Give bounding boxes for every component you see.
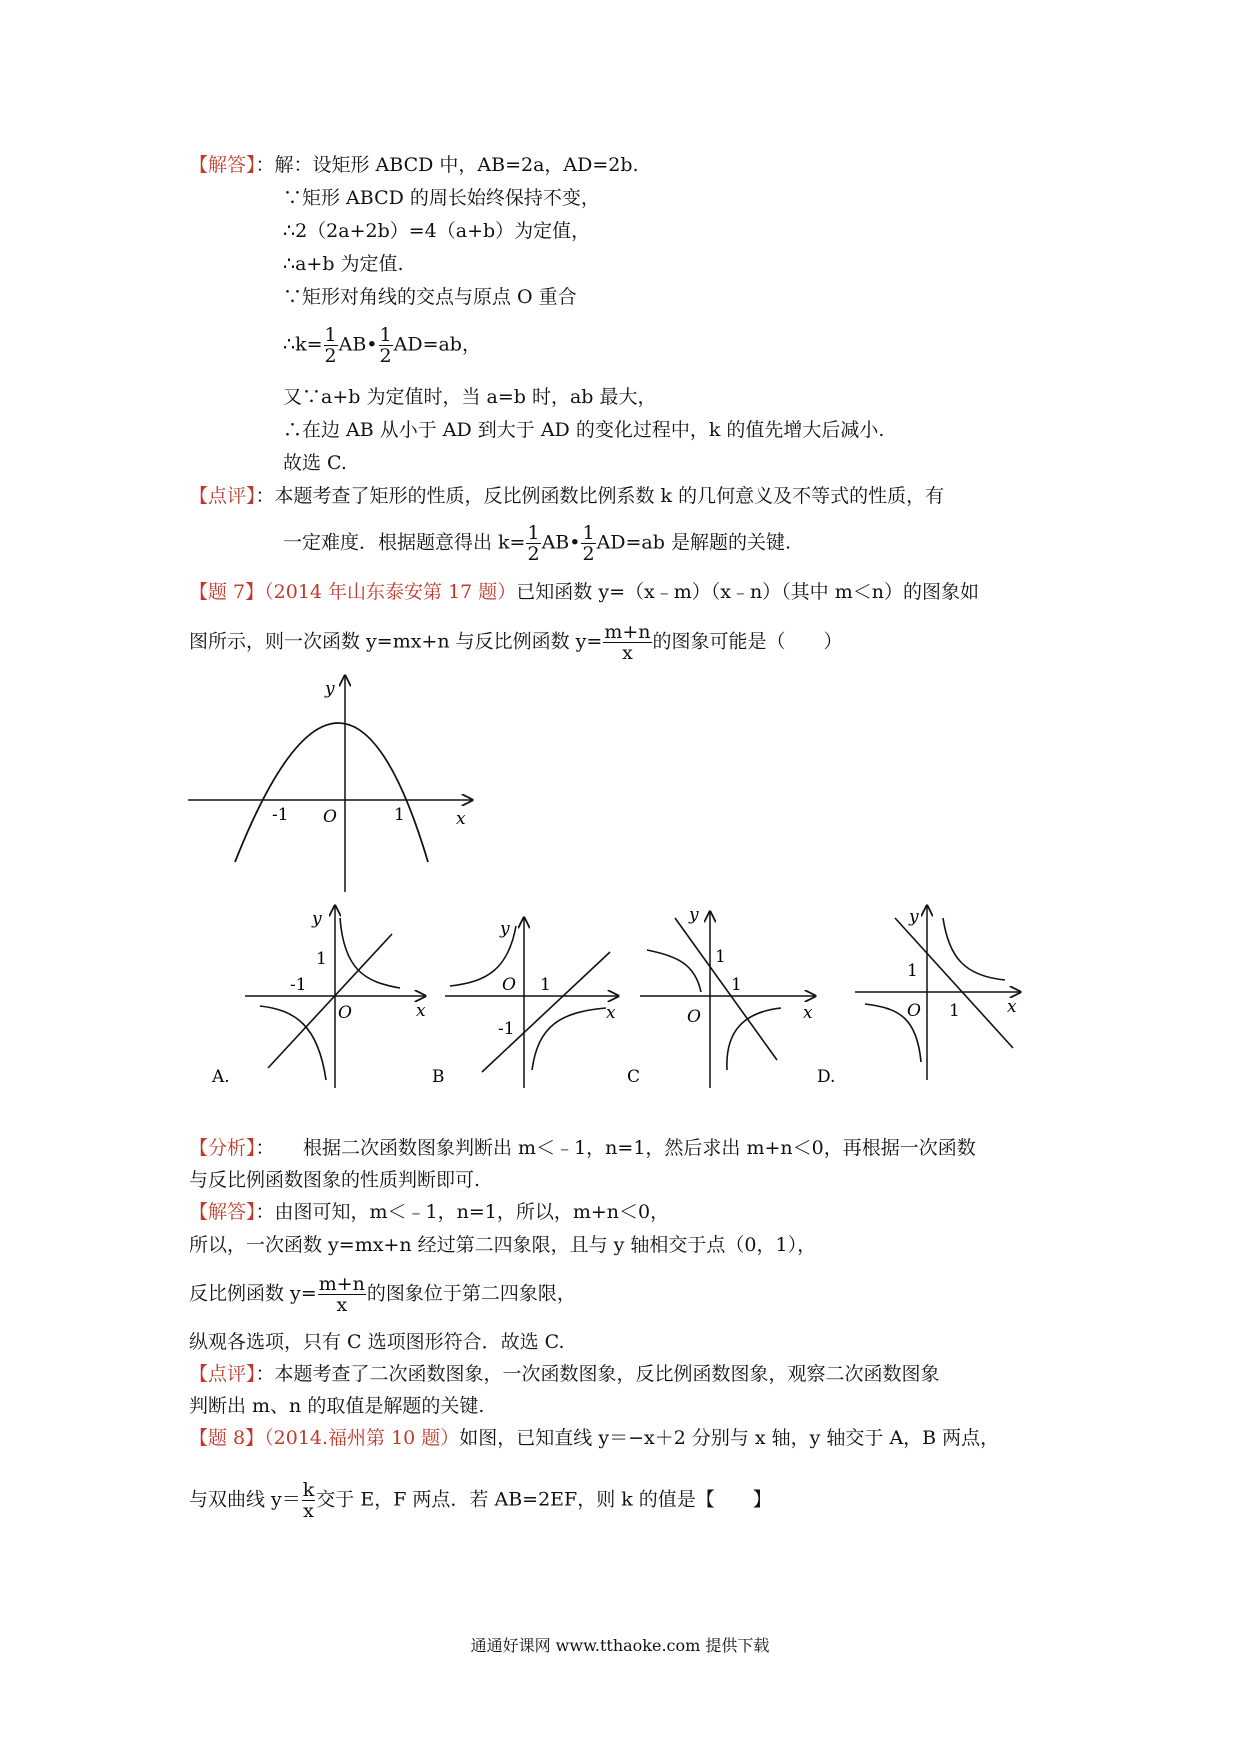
question-8-line-2: 与双曲线 y＝ $\frac{k}{x}$ 交于 E，F 两点．若 AB=2EF，则 k 的值是【 】 [189, 1479, 772, 1522]
option-d-graph [805, 900, 1030, 1100]
comment-line-2: 判断出 m、n 的取值是解题的关键. [189, 1395, 485, 1417]
analysis-tag: 【分析】 [189, 1137, 256, 1159]
one-label: 1 [907, 961, 918, 981]
comment-tag: 【点评】 [189, 1363, 256, 1385]
hyperbola-branch-1 [647, 950, 701, 992]
origin-label: O [687, 1007, 701, 1027]
neg-one-label: -1 [290, 975, 307, 995]
option-a-graph [200, 900, 440, 1100]
origin-label: O [338, 1003, 352, 1023]
linear-line [675, 918, 777, 1060]
comment-tag: 【点评】 [189, 485, 256, 507]
fraction-half: $\frac{1}{2}$ [324, 324, 337, 367]
fraction-half: $\frac{1}{2}$ [379, 324, 392, 367]
solution-line-4: ∴a+b 为定值. [283, 253, 404, 275]
option-label: B [432, 1067, 445, 1087]
solution-line-1: 【解答】：解：设矩形 ABCD 中，AB=2a，AD=2b. [189, 154, 639, 176]
answer-tag: 【解答】 [189, 154, 256, 176]
y-label: y [689, 905, 699, 925]
comment-line-1: 【点评】：本题考查了矩形的性质，反比例函数比例系数 k 的几何意义及不等式的性质，有 [189, 485, 945, 507]
x-label: x [456, 809, 466, 829]
origin-label: O [323, 807, 337, 827]
fraction-half: $\frac{1}{2}$ [527, 522, 540, 565]
solution-line-2: ∵矩形 ABCD 的周长始终保持不变， [283, 187, 600, 209]
linear-line [482, 952, 610, 1072]
y-label: y [500, 919, 510, 939]
one-label: 1 [540, 975, 551, 995]
question-7-line-1: 【题 7】（2014 年山东泰安第 17 题）已知函数 y=（x﹣m）（x﹣n）（其中 m＜n）的图象如 [189, 581, 979, 603]
hyperbola-branch-2 [727, 1008, 781, 1070]
option-label: A. [212, 1067, 230, 1087]
question-tag: 【题 7】 [189, 581, 265, 603]
solution-line-6: ∴k= $\frac{1}{2}$ AB• $\frac{1}{2}$ AD=ab， [283, 324, 481, 367]
analysis-line-2: 与反比例函数图象的性质判断即可. [189, 1169, 481, 1191]
fraction-k-over-x: $\frac{k}{x}$ [302, 1479, 315, 1522]
option-c-graph [615, 900, 825, 1100]
comment-line-2: 一定难度．根据题意得出 k= $\frac{1}{2}$ AB• $\frac{1}{2}$ AD=ab 是解题的关键. [283, 522, 792, 565]
hyperbola-branch-1 [943, 918, 1005, 980]
origin-label: O [502, 975, 516, 995]
one-label: 1 [316, 949, 327, 969]
solution-line-9: 故选 C. [283, 452, 347, 474]
x-label: x [606, 1003, 616, 1023]
y-label: y [909, 907, 919, 927]
question-source: （2014 年山东泰安第 17 题） [264, 581, 517, 603]
neg-one-label: -1 [498, 1019, 515, 1039]
neg-one-label: -1 [272, 805, 289, 825]
parabola-curve [235, 723, 428, 862]
pos-one-label: 1 [394, 805, 405, 825]
solution-line-7: 又∵a+b 为定值时，当 a=b 时，ab 最大， [283, 386, 657, 408]
fraction-half: $\frac{1}{2}$ [582, 522, 595, 565]
answer-line-1: 【解答】：由图可知，m＜﹣1，n=1，所以，m+n＜0， [189, 1201, 670, 1223]
x-label: x [803, 1003, 813, 1023]
fraction-mn-over-x: $\frac{m+n}{x}$ [604, 621, 651, 664]
one-label-x: 1 [949, 1001, 960, 1021]
solution-line-8: ∴在边 AB 从小于 AD 到大于 AD 的变化过程中，k 的值先增大后减小. [283, 419, 885, 441]
hyperbola-branch-2 [532, 1008, 606, 1070]
comment-line-1: 【点评】：本题考查了二次函数图象，一次函数图象，反比例函数图象，观察二次函数图象 [189, 1363, 940, 1385]
analysis-line-1: 【分析】： 根据二次函数图象判断出 m＜﹣1，n=1，然后求出 m+n＜0，再根据一次函数 [189, 1137, 976, 1159]
one-label-x: 1 [731, 975, 742, 995]
option-label: D. [817, 1067, 836, 1087]
one-label: 1 [715, 947, 726, 967]
x-label: x [1007, 997, 1017, 1017]
parabola-graph [180, 670, 480, 900]
hyperbola-branch-1 [340, 918, 400, 988]
question-7-line-2: 图所示，则一次函数 y=mx+n 与反比例函数 y= $\frac{m+n}{x}$ 的图象可能是（ ） [189, 621, 843, 664]
fraction-mn-over-x: $\frac{m+n}{x}$ [318, 1273, 365, 1316]
y-label: y [325, 679, 335, 699]
x-label: x [416, 1001, 426, 1021]
option-label: C [627, 1067, 641, 1087]
solution-line-5: ∵矩形对角线的交点与原点 O 重合 [283, 286, 577, 308]
answer-line-3: 反比例函数 y= $\frac{m+n}{x}$ 的图象位于第二四象限， [189, 1273, 576, 1316]
question-source: （2014.福州第 10 题） [264, 1427, 460, 1449]
answer-tag: 【解答】 [189, 1201, 256, 1223]
linear-line [268, 934, 392, 1068]
answer-line-4: 纵观各选项，只有 C 选项图形符合．故选 C. [189, 1331, 565, 1353]
solution-line-3: ∴2（2a+2b）=4（a+b）为定值， [283, 220, 591, 242]
option-b-graph [420, 900, 630, 1100]
question-tag: 【题 8】 [189, 1427, 265, 1449]
y-label: y [312, 909, 322, 929]
origin-label: O [907, 1001, 921, 1021]
page-footer: 通通好课网 www.tthaoke.com 提供下载 [470, 1636, 770, 1655]
question-8-line-1: 【题 8】（2014.福州第 10 题）如图，已知直线 y＝−x＋2 分别与 x 轴，y 轴交于 A，B 两点， [189, 1427, 1000, 1449]
answer-line-2: 所以，一次函数 y=mx+n 经过第二四象限，且与 y 轴相交于点（0，1）， [189, 1234, 817, 1256]
